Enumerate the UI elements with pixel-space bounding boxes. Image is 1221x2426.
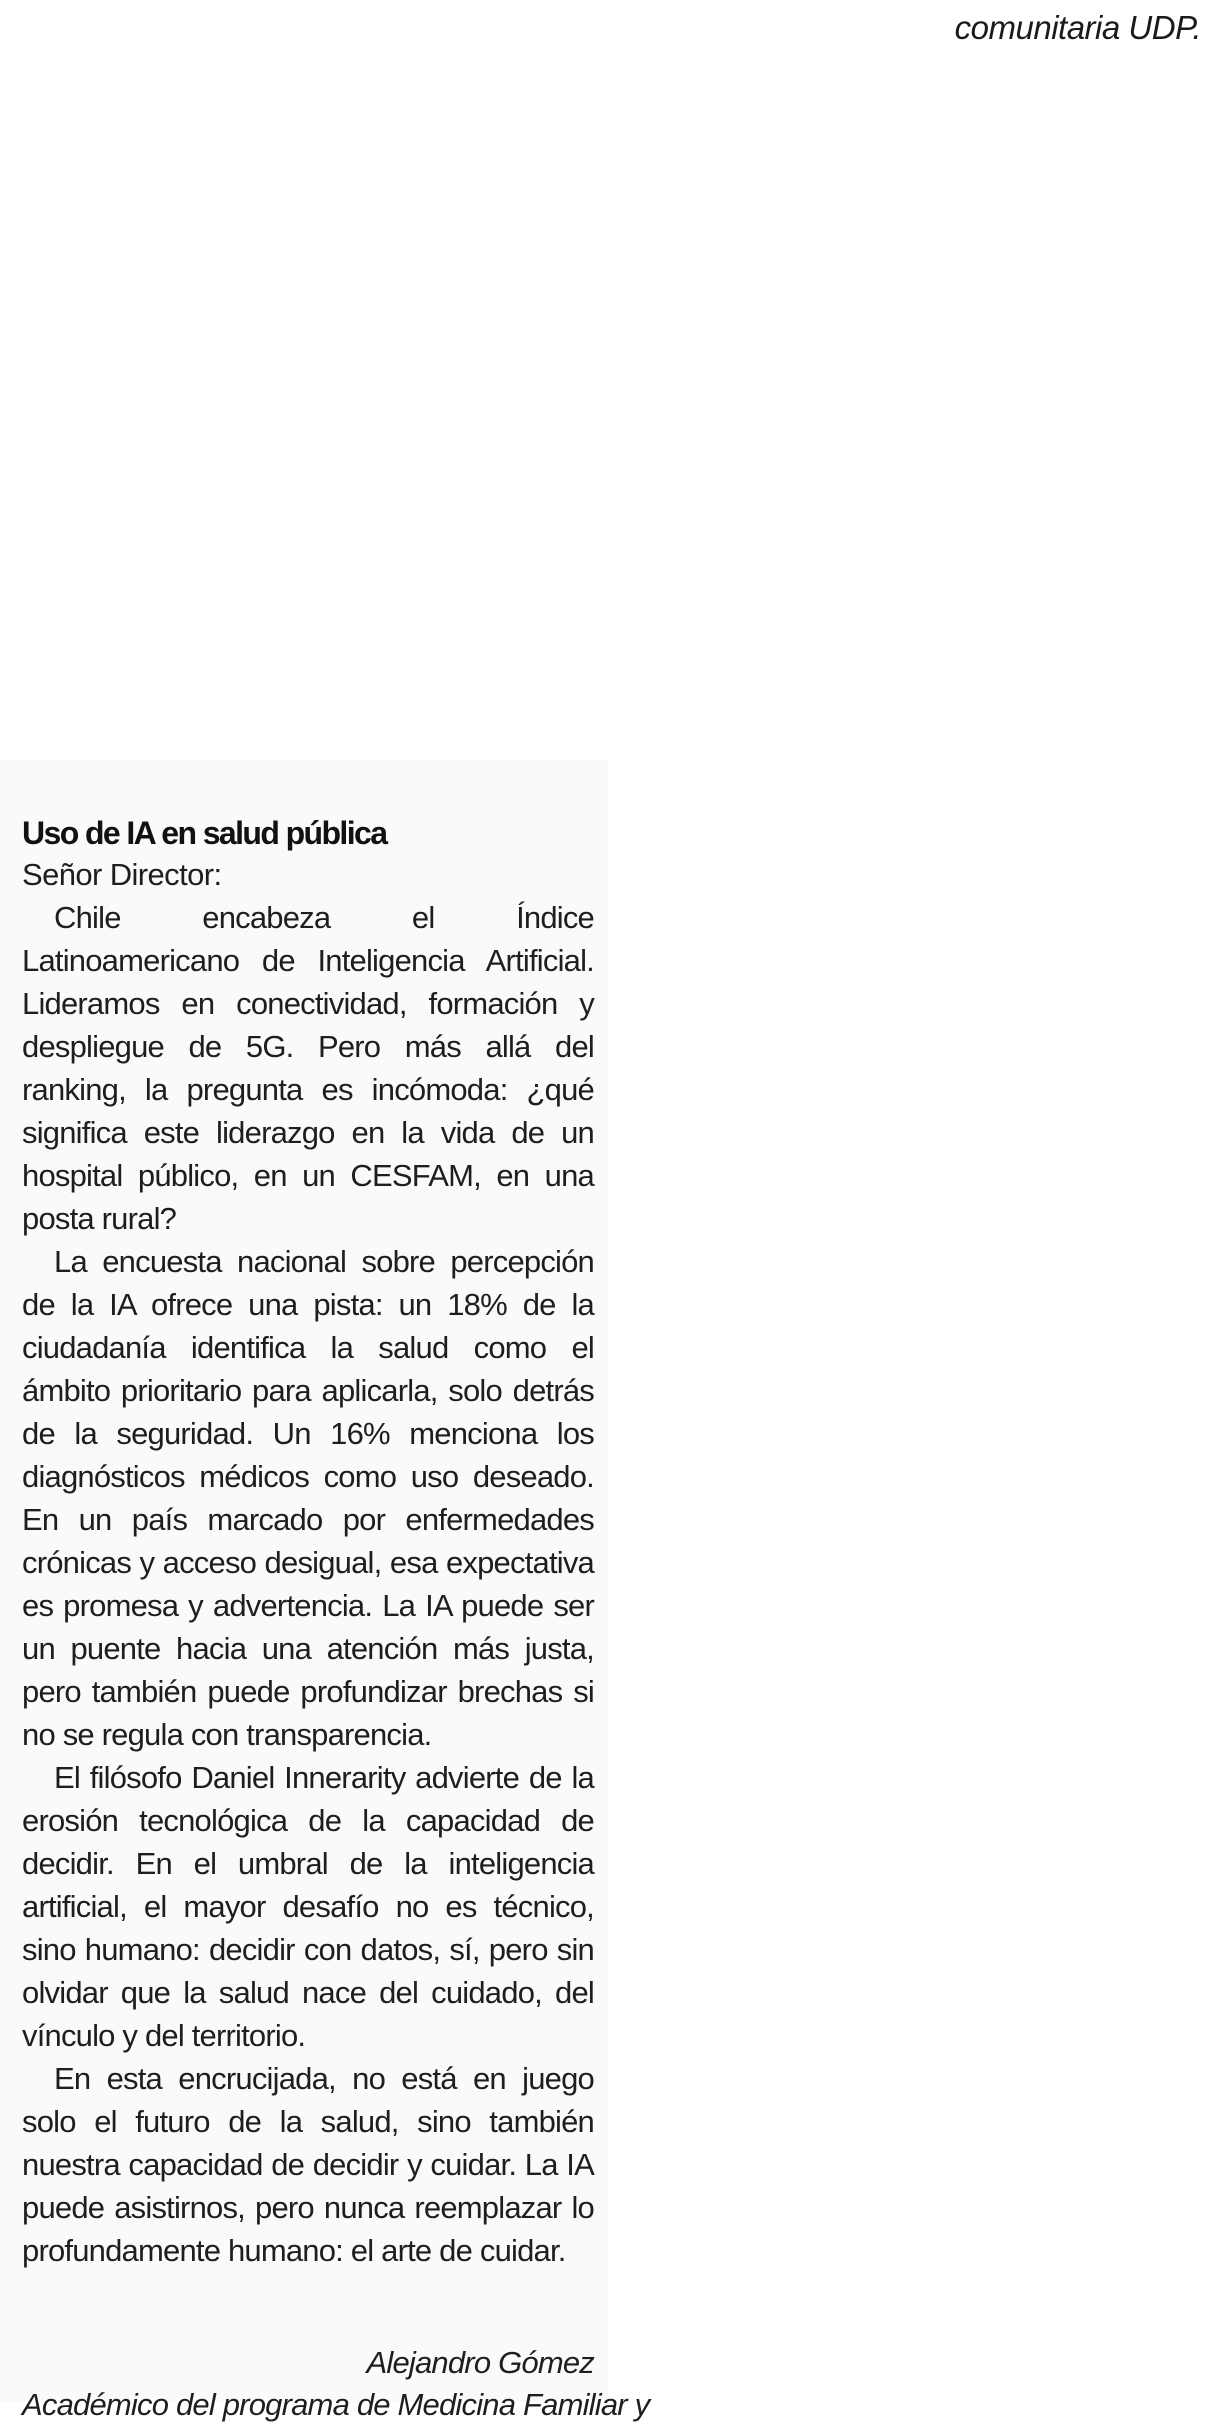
author-role: Académico del programa de Medicina Familiar y [22,2387,650,2422]
paragraph-4: En esta encrucijada, no está en juego solo el futuro de la salud, sino también nuestra capacidad de decidir y cuidar. La IA puede asistirnos, pero nunca reemplazar lo profundamente humano: el arte de cuidar. [22,2061,594,2268]
paragraph-2: La encuesta nacional sobre percepción de la IA ofrece una pista: un 18% de la ciudadanía identifica la salud como el ámbito prioritario para aplicarla, solo detrás de la seguridad. Un 16% menciona los diagnósticos médicos como uso deseado. En un país marcado por enfermedades crónicas y acceso desigual, esa expectativa es promesa y advertencia. La IA puede ser un puente hacia una atención más justa, pero también puede profundizar brechas si no se regula con transparencia. [22,1244,594,1752]
paragraph-3: El filósofo Daniel Innerarity advierte de la erosión tecnológica de la capacidad de decidir. En el umbral de la inteligencia artificial, el mayor desafío no es técnico, sino humano: decidir con datos, sí, pero sin olvidar que la salud nace del cuidado, del vínculo y del territorio. [22,1760,594,2053]
letter-to-editor [22,813,650,2426]
letter-title: Uso de IA en salud pública [22,815,387,851]
salutation: Señor Director: [22,857,222,892]
signature [22,2342,650,2426]
paragraph-1: Chile encabeza el Índice Latinoamericano de Inteligencia Artificial. Lideramos en conectividad, formación y despliegue de 5G. Pero más allá del ranking, la pregunta es incómoda: ¿qué significa este liderazgo en la vida de un hospital público, en un CESFAM, en una posta rural? [22,900,594,1236]
author-name: Alejandro Gómez [366,2345,594,2380]
previous-article-tail: comunitaria UDP. [954,9,1201,46]
